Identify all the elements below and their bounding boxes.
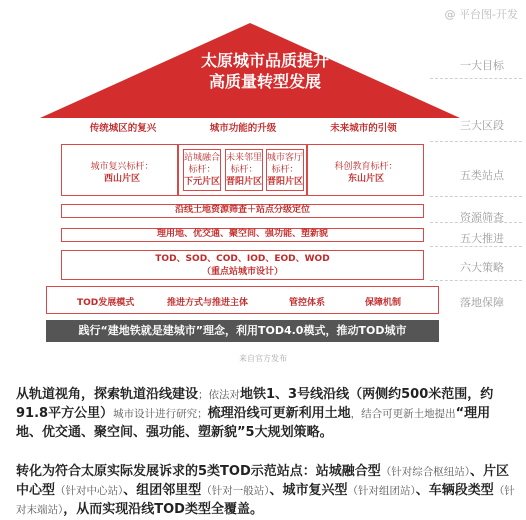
level-label-foundation: 落地保障 <box>460 296 504 309</box>
watermark: @ 平台图-开发 <box>444 8 518 21</box>
foundation-bar <box>46 286 439 314</box>
roof-title-line2: 高质量转型发展 <box>208 72 321 91</box>
paragraph-rail-perspective: 从轨道视角，探索轨道沿线建设；依法对地铁1、3号线沿线（两侧约500米范围，约91.8平方公里）城市设计进行研究；梳理沿线可更新利用土地，结合可更新土地提出“理用地、优交通、聚空间、强功能、塑新貌”5大规划策略。 <box>16 387 494 440</box>
strategy-line1: TOD、SOD、COD、IOD、EOD、WOD <box>155 254 330 264</box>
sections-row <box>61 118 424 144</box>
level-label-goal: 一大目标 <box>460 59 504 72</box>
divider <box>430 280 522 281</box>
section-upgrade: 城市功能的升级 <box>209 123 277 134</box>
source-caption: 来自官方发布 <box>239 354 287 363</box>
stations-row <box>61 144 424 196</box>
foundation-control: 管控体系 <box>289 298 326 308</box>
screening-bar: 沿线土地资源筛查＋站点分级定位 <box>61 204 424 218</box>
divider <box>430 222 522 223</box>
station-innovation: 科创教育标杆： 东山片区 <box>334 162 398 184</box>
level-labels <box>438 0 526 309</box>
foundation-guarantee: 保障机制 <box>365 298 402 308</box>
divider <box>430 246 522 247</box>
strategy-bar <box>61 250 424 280</box>
strategy-line2: （重点站城市设计） <box>201 267 283 277</box>
concept-banner: 践行“建地铁就是建城市”理念，利用TOD4.0模式，推动TOD城市 <box>46 320 439 342</box>
foundation-tod-model: TOD发展模式 <box>77 298 135 308</box>
divider <box>430 141 522 142</box>
station-revival: 城市复兴标杆： 西山片区 <box>90 162 154 184</box>
level-label-push: 五大推进 <box>460 232 504 245</box>
foundation-approach: 推进方式与推进主体 <box>167 298 249 308</box>
level-label-strategy: 六大策略 <box>460 261 504 274</box>
paragraph-station-types: 转化为符合太原实际发展诉求的5类TOD示范站点：站城融合型（针对综合枢纽站）、片区中心型（针对中心站）、组团邻里型（针对一般站）、城市复兴型（针对组团站）、车辆段类型（针对末端站），从而实现沿线TOD类型全覆盖。 <box>16 464 515 517</box>
section-traditional: 传统城区的复兴 <box>89 123 157 134</box>
level-label-sections: 三大区段 <box>460 119 504 132</box>
level-label-screening: 资源筛查 <box>460 211 504 224</box>
divider <box>430 78 522 79</box>
station-living-room: 城市客厅 标杆： 晋阳片区 <box>266 153 303 187</box>
roof-title-line1: 太原城市品质提升 <box>200 51 329 70</box>
station-integration: 站城融合 标杆： 下元片区 <box>183 153 220 187</box>
divider <box>430 196 522 197</box>
five-push-bar: 理用地、优交通、聚空间、强功能、塑新貌 <box>61 228 424 242</box>
level-label-stations: 五类站点 <box>460 169 504 182</box>
section-future: 未来城市的引领 <box>330 123 397 134</box>
station-neighborhood: 未来邻里 标杆： 晋阳片区 <box>225 153 262 187</box>
